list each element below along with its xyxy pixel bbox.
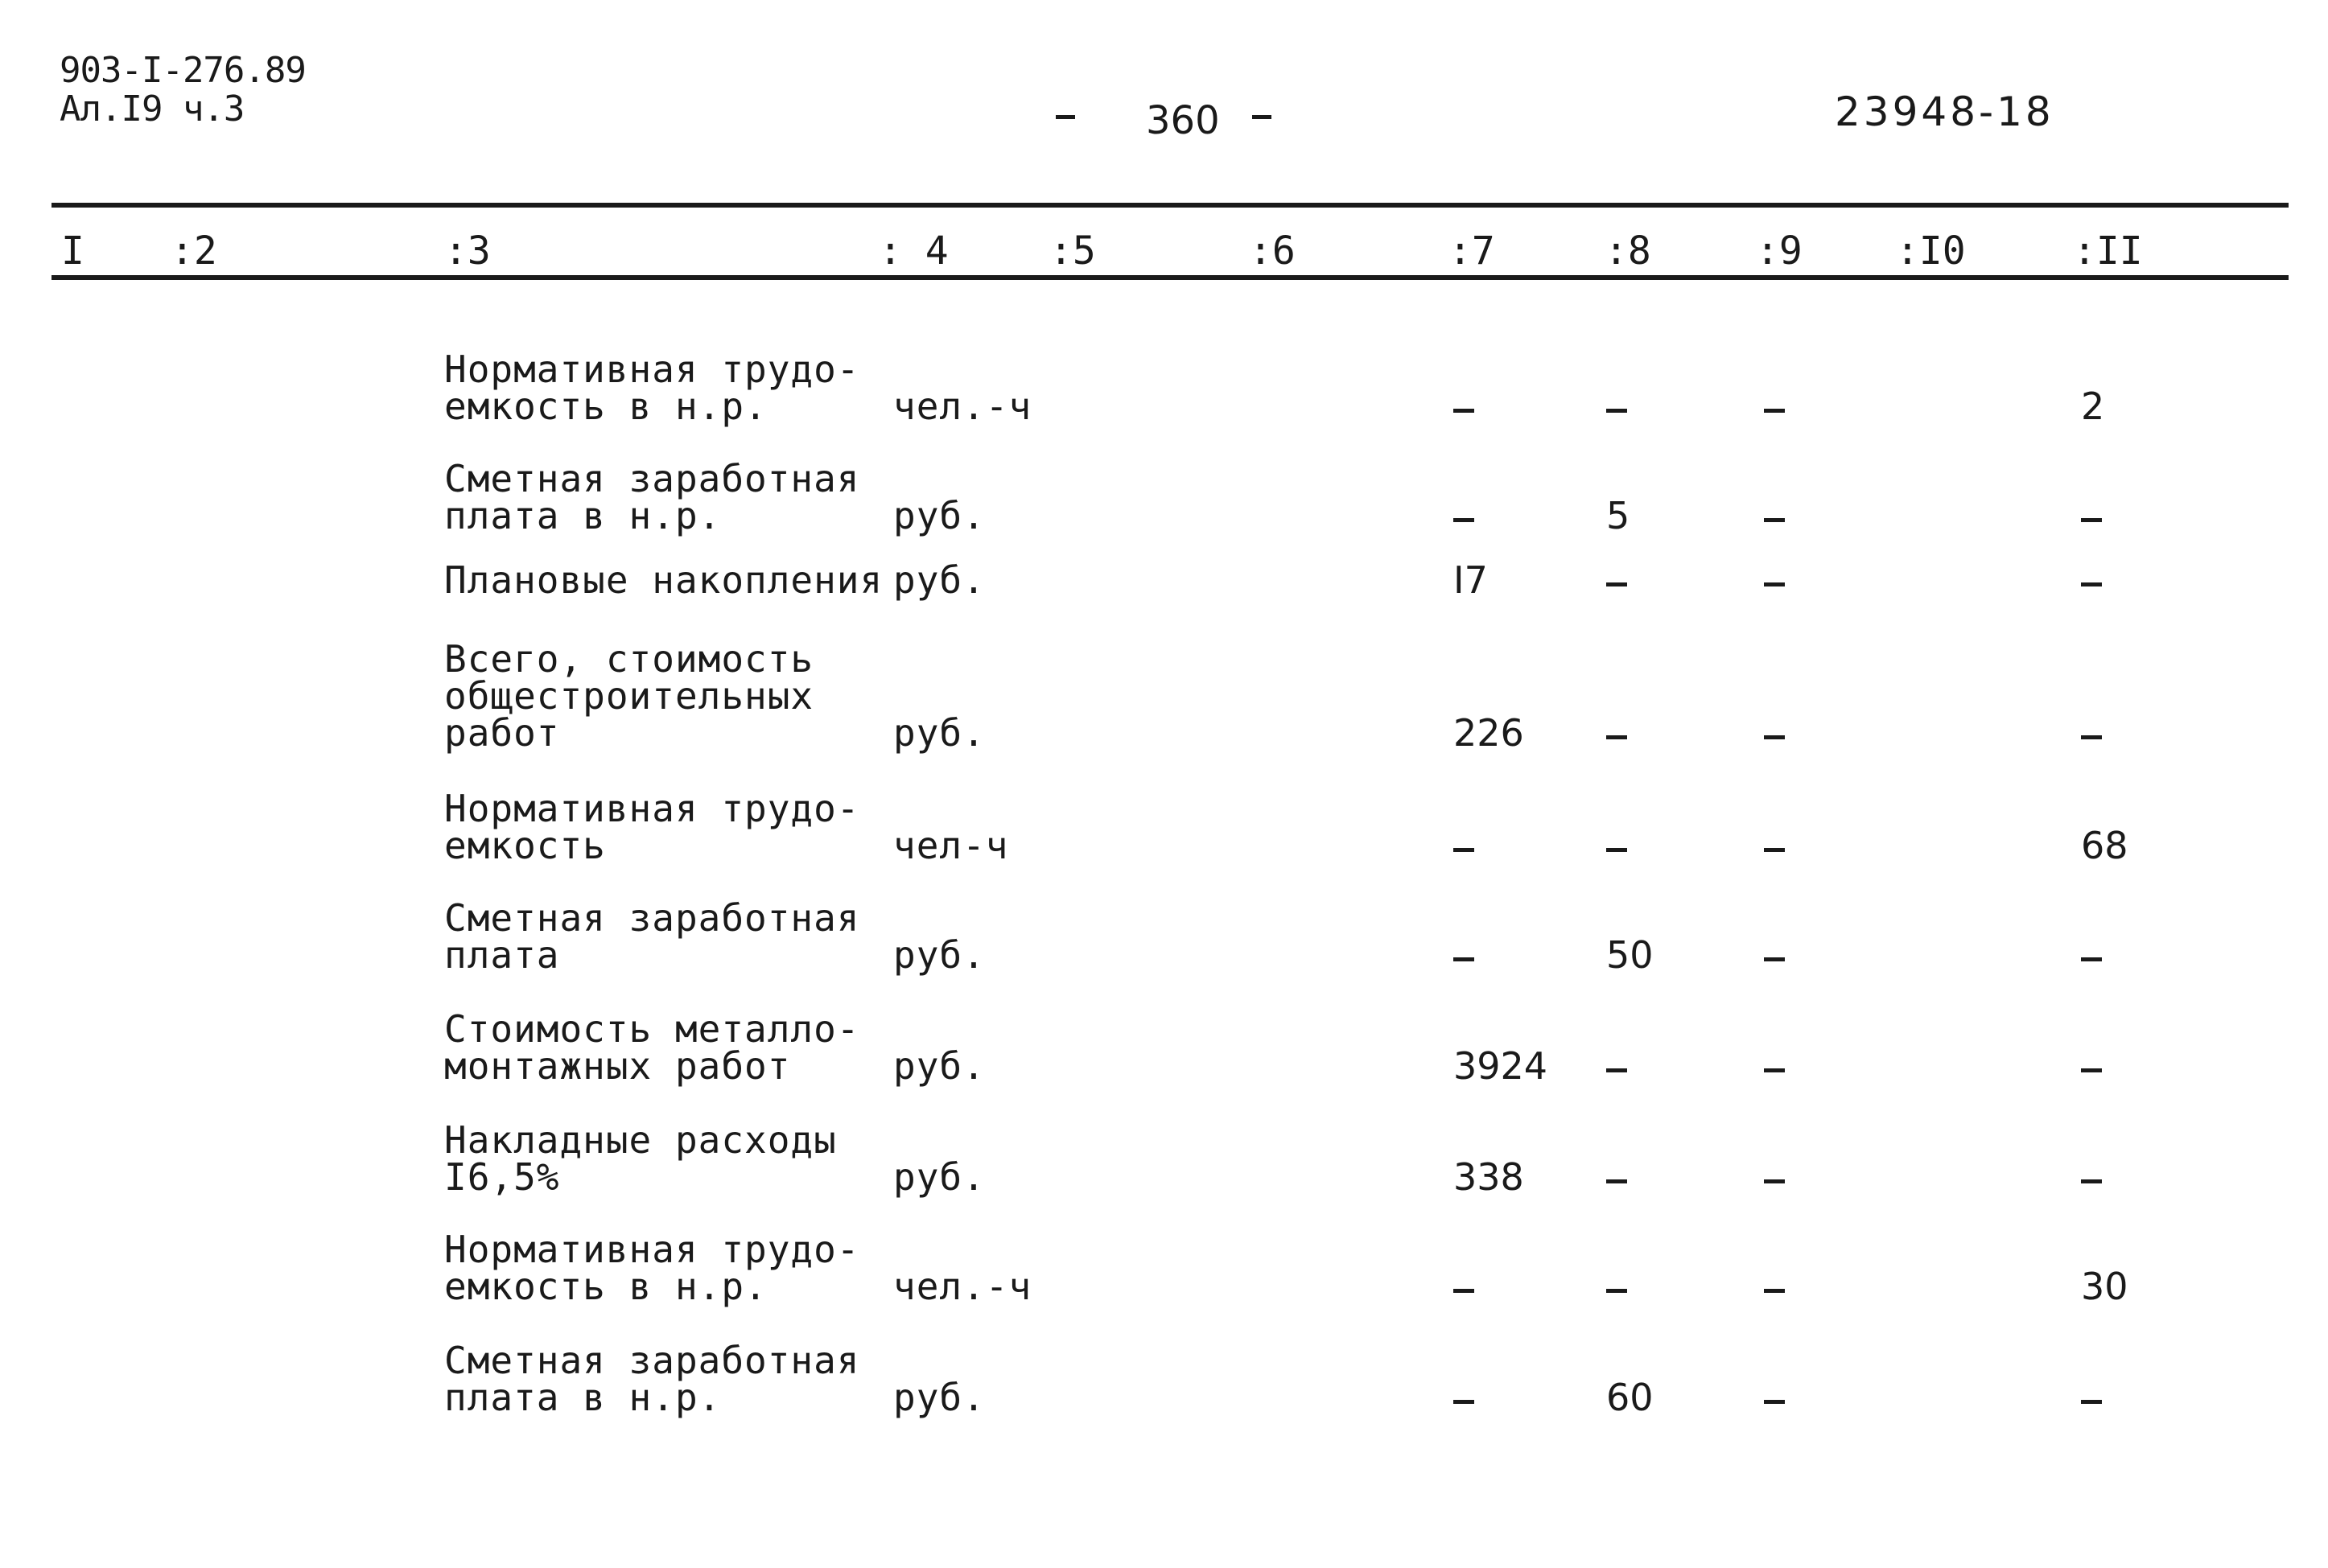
value-c7: 3924 (1453, 1044, 1548, 1088)
row-name: Сметная заработная плата в н.р. (444, 457, 860, 537)
row-name: Всего, стоимость общестроительных работ (444, 637, 814, 755)
value-dash-c9 (1764, 582, 1785, 586)
value-dash-c7 (1453, 518, 1474, 522)
column-header-8: :8 (1605, 228, 1651, 274)
row-unit: руб. (893, 933, 986, 977)
row-name: Нормативная трудо- емкость в н.р. (444, 348, 860, 428)
row-unit: руб. (893, 494, 986, 537)
value-dash-c7 (1453, 848, 1474, 852)
document-code: 903-I-276.89 (60, 50, 306, 91)
sheet-code: 23948-18 (1835, 88, 2054, 135)
row-unit: чел-ч (893, 824, 1009, 867)
value-dash-c11 (2081, 735, 2102, 739)
value-dash-c9 (1764, 1289, 1785, 1293)
row-unit: руб. (893, 1155, 986, 1199)
value-dash-c11 (2081, 582, 2102, 586)
value-c8: 5 (1606, 494, 1630, 537)
value-dash-c9 (1764, 1068, 1785, 1072)
column-header-3: :3 (444, 228, 491, 274)
row-name: Нормативная трудо- емкость в н.р. (444, 1228, 860, 1308)
value-dash-c8 (1606, 1179, 1627, 1183)
column-header-7: :7 (1448, 228, 1495, 274)
value-dash-c7 (1453, 409, 1474, 413)
value-c7: 226 (1453, 711, 1524, 755)
column-header-1: I (61, 228, 84, 274)
value-dash-c9 (1764, 735, 1785, 739)
album-part-label: Ал.I9 ч.3 (60, 88, 245, 130)
value-dash-c9 (1764, 518, 1785, 522)
page-number-dash-left (1056, 115, 1075, 119)
row-name: Нормативная трудо- емкость (444, 787, 860, 867)
value-dash-c9 (1764, 957, 1785, 961)
value-dash-c9 (1764, 1179, 1785, 1183)
row-name: Сметная заработная плата (444, 896, 860, 977)
value-c8: 50 (1606, 933, 1654, 977)
row-unit: руб. (893, 711, 986, 755)
column-header-11: :II (2073, 228, 2143, 274)
value-c11: 2 (2081, 385, 2105, 428)
value-dash-c8 (1606, 848, 1627, 852)
header-rule-bottom (52, 275, 2289, 280)
value-dash-c7 (1453, 1400, 1474, 1404)
value-dash-c11 (2081, 518, 2102, 522)
row-unit: чел.-ч (893, 385, 1032, 428)
value-dash-c9 (1764, 409, 1785, 413)
header-rule-top (52, 203, 2289, 208)
value-dash-c7 (1453, 1289, 1474, 1293)
value-dash-c8 (1606, 582, 1627, 586)
value-dash-c11 (2081, 1400, 2102, 1404)
value-dash-c11 (2081, 957, 2102, 961)
page-number: 360 (1146, 98, 1220, 143)
value-dash-c8 (1606, 1068, 1627, 1072)
row-name: Стоимость металло- монтажных работ (444, 1007, 860, 1088)
page-number-dash-right (1252, 115, 1271, 119)
value-dash-c9 (1764, 1400, 1785, 1404)
value-c7: I7 (1453, 558, 1488, 602)
column-header-6: :6 (1249, 228, 1296, 274)
column-header-5: :5 (1049, 228, 1096, 274)
value-c7: 338 (1453, 1155, 1524, 1199)
row-name: Плановые накопления (444, 558, 884, 602)
row-unit: руб. (893, 558, 986, 602)
value-dash-c9 (1764, 848, 1785, 852)
row-unit: чел.-ч (893, 1265, 1032, 1308)
column-header-10: :I0 (1896, 228, 1966, 274)
value-dash-c11 (2081, 1179, 2102, 1183)
row-name: Сметная заработная плата в н.р. (444, 1339, 860, 1419)
value-c11: 30 (2081, 1265, 2128, 1308)
row-name: Накладные расходы I6,5% (444, 1118, 837, 1199)
value-dash-c8 (1606, 735, 1627, 739)
value-dash-c8 (1606, 1289, 1627, 1293)
value-c11: 68 (2081, 824, 2128, 867)
column-header-9: :9 (1756, 228, 1803, 274)
row-unit: руб. (893, 1376, 986, 1419)
value-dash-c8 (1606, 409, 1627, 413)
column-header-4: : 4 (879, 228, 949, 274)
column-header-2: :2 (171, 228, 217, 274)
value-dash-c7 (1453, 957, 1474, 961)
row-unit: руб. (893, 1044, 986, 1088)
value-dash-c11 (2081, 1068, 2102, 1072)
value-c8: 60 (1606, 1376, 1654, 1419)
